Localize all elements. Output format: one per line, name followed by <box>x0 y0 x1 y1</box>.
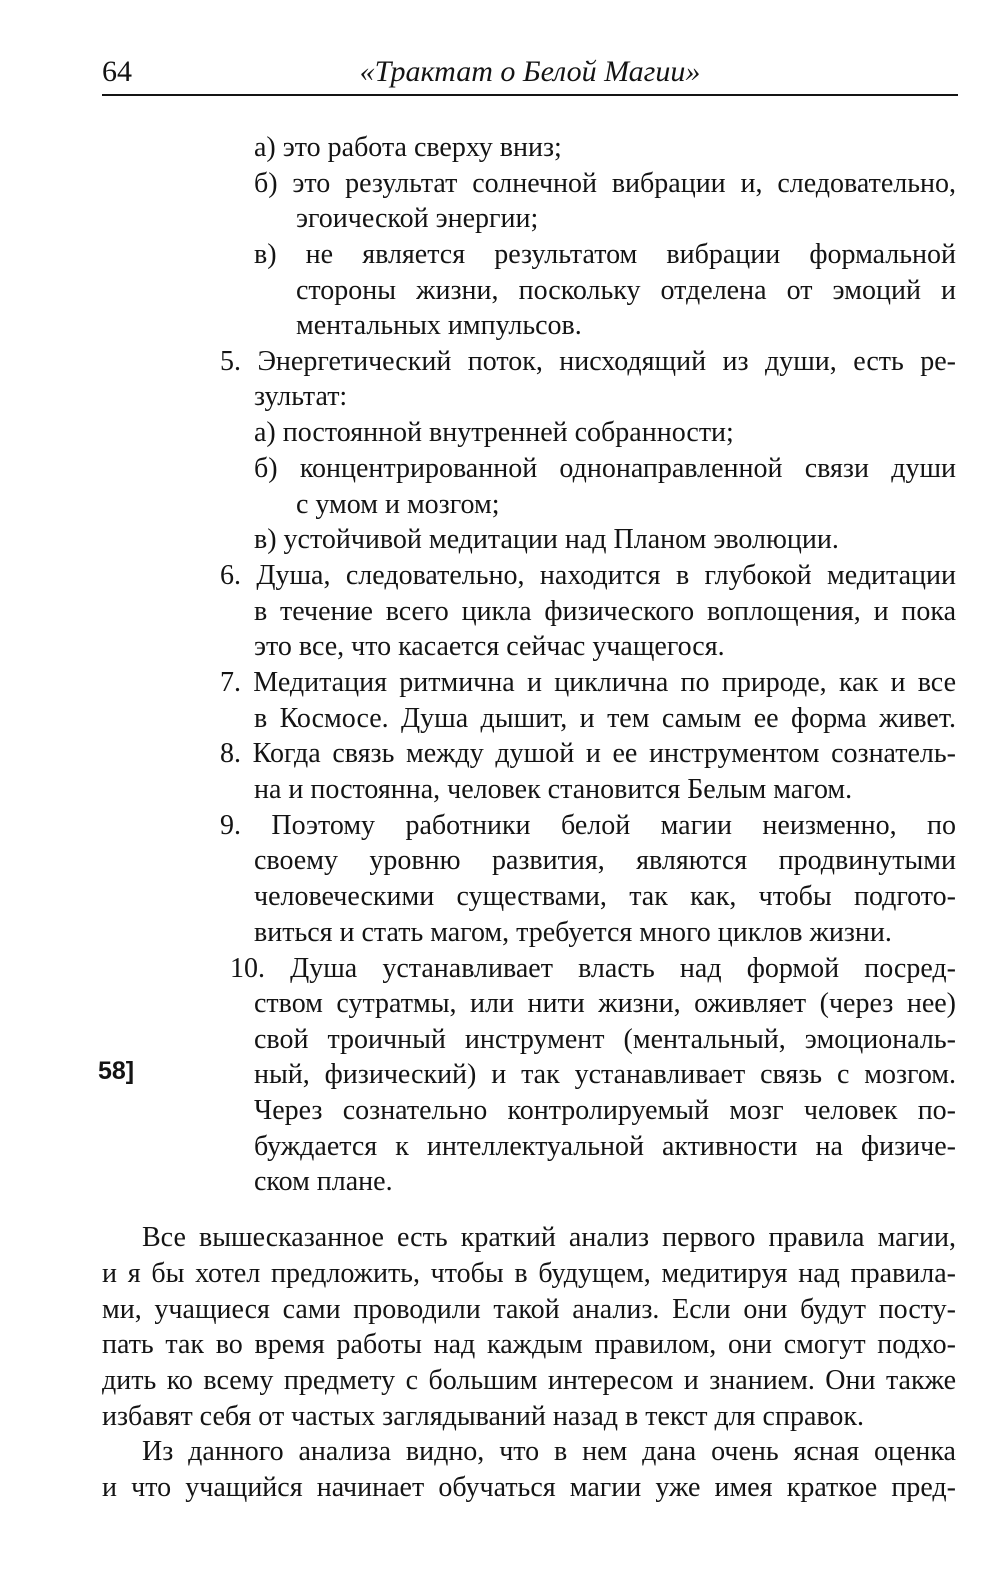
text-line: буждается к интеллектуальной активности на физиче- <box>254 1131 956 1162</box>
paragraph-line: пать так во время работы над каждым правилом, они смогут подхо- <box>102 1329 956 1360</box>
text-line: с умом и мозгом; <box>296 489 500 520</box>
text-line: 7. Медитация ритмична и циклична по природе, как и все <box>220 667 956 698</box>
text-line: свой троичный инструмент (ментальный, эмоциональ- <box>254 1024 956 1055</box>
text-line: а) постоянной внутренней собранности; <box>254 417 734 448</box>
text-line: ментальных импульсов. <box>296 310 582 341</box>
page-number: 64 <box>102 55 132 88</box>
paragraph-line: и что учащийся начинает обучаться магии уже имея краткое пред- <box>102 1472 956 1503</box>
text-line: стороны жизни, поскольку отделена от эмоций и <box>296 275 956 306</box>
text-line: в Космосе. Душа дышит, и тем самым ее форма живет. <box>254 703 956 734</box>
paragraph-line: и я бы хотел предложить, чтобы в будущем, медитируя над правила- <box>102 1258 956 1289</box>
margin-page-reference: 58] <box>98 1057 135 1085</box>
text-line: это все, что касается сейчас учащегося. <box>254 631 725 662</box>
text-line: 8. Когда связь между душой и ее инструментом сознатель- <box>220 738 956 769</box>
paragraph-line: Из данного анализа видно, что в нем дана очень ясная оценка <box>142 1436 956 1467</box>
text-line: ством сутратмы, или нити жизни, оживляет (через нее) <box>254 988 956 1019</box>
paragraph-line: дить ко всему предмету с большим интересом и знанием. Они также <box>102 1365 956 1396</box>
text-line: ный, физический) и так устанавливает связь с мозгом. <box>254 1059 956 1090</box>
text-line: б) концентрированной однонаправленной связи души <box>254 453 956 484</box>
text-line: ском плане. <box>254 1166 393 1197</box>
text-line: зультат: <box>254 381 348 412</box>
text-line: 5. Энергетический поток, нисходящий из души, есть ре- <box>220 346 956 377</box>
text-line: эгоической энергии; <box>296 203 539 234</box>
text-line: Через сознательно контролируемый мозг человек по- <box>254 1095 956 1126</box>
text-line: на и постоянна, человек становится Белым магом. <box>254 774 853 805</box>
text-line: своему уровню развития, являются продвинутыми <box>254 845 956 876</box>
text-line: 6. Душа, следовательно, находится в глубокой медитации <box>220 560 956 591</box>
paragraph-line: Все вышесказанное есть краткий анализ первого правила магии, <box>142 1222 956 1253</box>
text-line: в течение всего цикла физического воплощения, и пока <box>254 596 956 627</box>
paragraph-line: ми, учащиеся сами проводили такой анализ. Если они будут посту- <box>102 1294 956 1325</box>
text-line: человеческими существами, так как, чтобы подгото- <box>254 881 956 912</box>
running-title: «Трактат о Белой Магии» <box>359 55 701 88</box>
paragraph-line: избавят себя от частых заглядываний назад в текст для справок. <box>102 1401 865 1432</box>
text-line: 9. Поэтому работники белой магии неизменно, по <box>220 810 956 841</box>
text-line: виться и стать магом, требуется много циклов жизни. <box>254 917 892 948</box>
text-line: в) устойчивой медитации над Планом эволюции. <box>254 524 839 555</box>
text-line: в) не является результатом вибрации формальной <box>254 239 956 270</box>
text-line: 10. Душа устанавливает власть над формой посред- <box>230 953 956 984</box>
text-line: а) это работа сверху вниз; <box>254 132 562 163</box>
page-header <box>102 54 958 96</box>
text-line: б) это результат солнечной вибрации и, следовательно, <box>254 168 956 199</box>
